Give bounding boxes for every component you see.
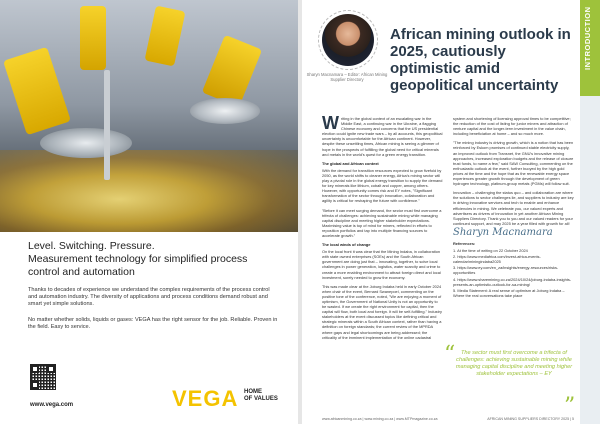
close-quote-icon: ” xyxy=(564,394,576,419)
reference-item[interactable]: 2. https://www.mediafrica.com/invest-africa-events-calendar/miningindaba2025 xyxy=(453,254,541,265)
sensor-probe xyxy=(190,98,260,124)
subheading: The local winds of change xyxy=(322,242,371,248)
body-paragraph: "Before it can meet surging demand, the sector must first overcome a trifecta of challenges: achieving sustainable mining while managing capital discipline and meeting higher stakeholder expectations. Maximising value is top of mind for miners, reflected in efforts to reposition portfolios and tap into multiple financing sources to accelerate growth." xyxy=(322,207,442,238)
body-paragraph: On the local front it was clear that the Mining Indaba, in collaboration with state owned enterprises (SOEs) and the South African government are doing just that – innovating, together, to solve local challenges in power generation, logistics, water scarcity and crime to create a more enabling environment to attract foreign direct and local investment, sorely needed to grow the economy. xyxy=(322,249,441,280)
body-paragraph: system and shortening of licensing approval times to be competitive; the reduction of the cost of listing for junior miners and attraction of venture capital and the longer-term investment in the value chain, including beneficiation at home – and so much more. xyxy=(453,116,571,137)
body-paragraph: Innovation – challenging the status quo – and collaboration are where the solutions to sector challenges lie, and suppliers to industry are key in driving innovative services and tech to enable and enhance efficiencies in mining. We celebrate you, our valued experts and advertisers as drivers of innovation in yet another African Mining Suppliers Directory. Thank you to you and our valued readers for your continued support, and may 2025 be a year filled with growth for all! xyxy=(453,190,574,226)
intro-text: riting in the global context of an escalating war in the Middle East, a continuing war in the Ukraine, a flagging Chinese economy and concerns that the US presidential election could ignite new trade wars – by all accounts, this geopolitical uncertainty is uncomfortable for the African continent. However, despite these unsettling times, African mining is seeing a glimmer of hope in the prospects of fulfilling the global need for critical minerals and metals in the world's quest for a green energy transition. xyxy=(322,116,443,157)
ad-copy xyxy=(28,240,278,331)
headline-line: control and automation xyxy=(28,266,135,278)
headline-line: Measurement technology for simplified process xyxy=(28,253,248,265)
pull-quote: The sector must first overcome a trifecta of challenges: achieving sustainable mining while managing capital discipline and meeting higher stakeholder expectations – EY xyxy=(455,350,573,377)
body-paragraph: With the demand for transition resources expected to grow fivefold by 2050, as the world shifts to cleaner energy, Africa's mining sector will play a pivotal role in the global energy transition to supply the demand for key minerals like lithium, cobalt and copper, among others. However, with opportunity comes risk and EY notes, "Significant transformation of the sector through innovation, collaboration and agility is critical for reshaping the future with confidence." xyxy=(322,167,443,204)
column-right xyxy=(453,116,574,299)
sensor-4 xyxy=(202,35,262,107)
liquid-splash xyxy=(0,150,298,232)
reference-item[interactable]: 4. https://www.sharemining.co.za/2024/10/24/joburg-indaba-insights-presents-an-optimistic-outlook-for-sa-mining/ xyxy=(453,276,572,287)
reference-item: 1. At the time of writing on 22 October 2024 xyxy=(453,248,528,254)
sensor-photo xyxy=(0,0,298,232)
sensor-3 xyxy=(145,5,186,66)
sensor-flange xyxy=(40,128,132,158)
advertisement-page xyxy=(0,0,298,424)
section-tab[interactable] xyxy=(580,0,600,96)
column-left xyxy=(322,113,443,344)
subheading: The global and African context xyxy=(322,160,379,166)
editor-portrait xyxy=(322,14,374,66)
body-paragraph: "The mining industry is driving growth, which is a notion that has been reinforced by Eskom promises of continued stable electricity supply, an improved outlook from Transnet, the GNU's innovative mining approaches, increased exploration budgets and the release of closure trust funds, to name a few," said SAW Consulting, commenting on the enthusiastic outlook at the event, further buoyed by the high gold prices at the time and the hope that as the renewable energy space experiences greater growth through the development of green hydrogen technology, platinum-group metals (PGMs) will follow suit. xyxy=(453,140,574,187)
website-link[interactable]: www.vega.com xyxy=(30,402,74,408)
reference-item[interactable]: 3. https://www.ey.com/en_za/insights/energy-resources/risks-opportunities xyxy=(453,265,559,276)
body-paragraph: This was made clear at the Joburg Indaba held in early October 2024 when chair of the event, Bernard Swanepoel, commenting on the positive tone of the conference, noted, "We are enjoying a moment of optimism, the Government of National Unity is not an opportunity to be wasted. If we create the right environment for capital, then the capital will flow, both local and foreign. It will be self-fulfilling." Industry stakeholders at the event discussed topics like defining critical and strategic minerals within a South African context, rather than having a definition on foreign standards; the current review of the MPRDA where gaps and legal shortcomings are being addressed; the criticality of the imminent implementation of the online cadastral xyxy=(322,283,442,340)
article-page xyxy=(302,0,600,424)
references-heading: References: xyxy=(453,240,476,246)
section-sidebar xyxy=(580,0,600,424)
sensor-1 xyxy=(3,47,71,135)
article-title: African mining outlook in 2025, cautiously optimistic amid geopolitical uncertainty xyxy=(390,26,571,94)
references-list xyxy=(453,248,574,298)
portrait-caption: Sharyn Macnamara – Editor: African Mining Supplier Directory xyxy=(306,72,388,82)
footer-publication: AFRICAN MINING SUPPLIERS DIRECTORY 2025 | 5 xyxy=(487,417,574,421)
footer-websites[interactable]: www.africanmining.co.za | www.mining.co.za | www.MTPmagazine.co.za xyxy=(322,417,438,421)
sensor-rod xyxy=(104,70,110,180)
editor-signature: Sharyn Macnamara xyxy=(453,226,553,238)
vega-logo: VEGA xyxy=(172,386,239,411)
section-tab-label: INTRODUCTION xyxy=(583,6,592,70)
page-footer xyxy=(322,417,574,421)
drop-cap: W xyxy=(322,113,339,133)
ad-body-paragraph: Thanks to decades of experience we understand the complex requirements of the process control and automation industry. The diversity of applications and process conditions demand robust and smart yet simple solutions. xyxy=(28,287,270,308)
ad-body-paragraph: No matter whether solids, liquids or gases: VEGA has the right sensor for the job. Reliable. Proven in the field. Easy to service. xyxy=(28,316,278,330)
reference-item: 5. Media Statement: A real sense of optimism at Joburg Indaba – Where the real conversations take place xyxy=(453,287,565,298)
open-quote-icon: “ xyxy=(444,342,456,367)
qr-code[interactable] xyxy=(30,364,56,390)
sensor-2 xyxy=(80,6,106,70)
ad-headline xyxy=(28,240,278,279)
logo-tagline xyxy=(244,389,278,403)
tagline-line: OF VALUES xyxy=(244,396,278,402)
headline-line: Level. Switching. Pressure. xyxy=(28,240,155,252)
tagline-line: HOME xyxy=(244,389,262,395)
intro-paragraph xyxy=(322,113,443,157)
